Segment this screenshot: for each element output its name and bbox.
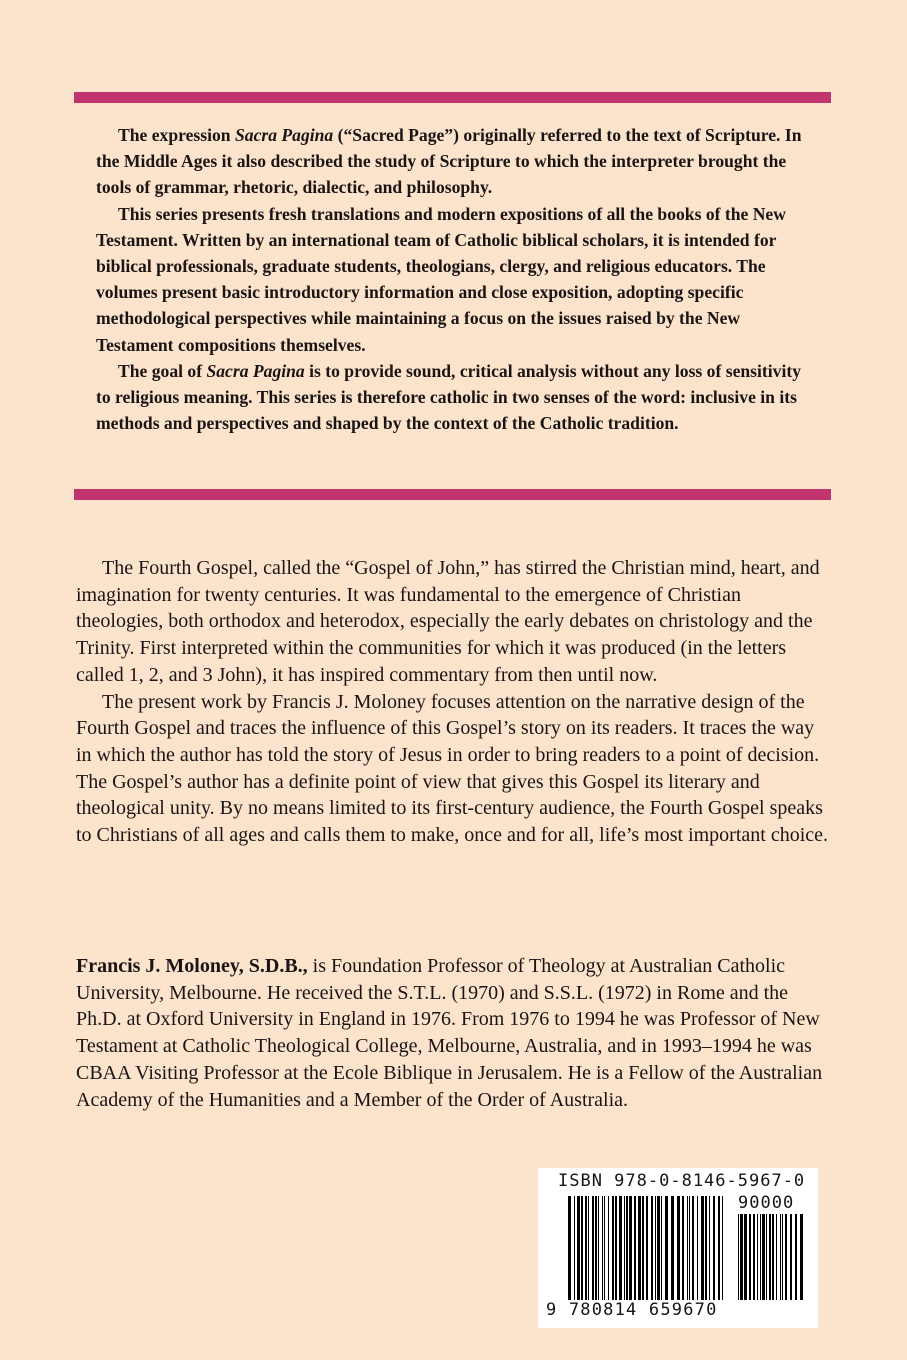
barcode-bar <box>689 1196 690 1300</box>
barcode-addon-bars <box>738 1214 804 1300</box>
barcode-bar <box>646 1196 648 1300</box>
barcode-bar <box>785 1214 787 1300</box>
barcode-bar <box>619 1196 622 1300</box>
barcode-bar <box>795 1214 797 1300</box>
barcode-bar <box>598 1196 599 1300</box>
barcode-bar <box>776 1214 777 1300</box>
barcode-bar <box>651 1196 653 1300</box>
barcode-bar <box>655 1196 656 1300</box>
barcode-bar <box>718 1196 720 1300</box>
author-bio <box>76 953 833 1113</box>
barcode-bar <box>705 1196 707 1300</box>
barcode-bar <box>661 1196 662 1300</box>
barcode-bar <box>800 1214 803 1300</box>
barcode-bar <box>677 1196 680 1300</box>
series-title-italic: Sacra Pagina <box>234 125 334 145</box>
barcode-bar <box>592 1196 594 1300</box>
barcode-bar <box>581 1196 583 1300</box>
barcode-digits: 9 780814 659670 <box>546 1300 718 1320</box>
barcode-bar <box>642 1196 644 1300</box>
barcode-bar <box>657 1196 660 1300</box>
author-bio-paragraph <box>76 953 833 1113</box>
text-run: The goal of <box>118 360 207 381</box>
series-paragraph-2 <box>96 201 816 358</box>
barcode-bar <box>740 1214 743 1300</box>
barcode-bar <box>744 1214 747 1300</box>
barcode-bar <box>738 1214 739 1300</box>
barcode-bar <box>772 1214 774 1300</box>
barcode-bar <box>713 1196 715 1300</box>
series-title-italic: Sacra Pagina <box>206 360 305 381</box>
barcode-bar <box>709 1196 710 1300</box>
barcode-bar <box>585 1196 587 1300</box>
text-run: is to provide sound, critical analysis without any loss of sensitivity to religious meaning. This series is therefore catholic in two senses of the word: inclusive in its methods and perspectives and shaped by the context of the Catholic tradition. <box>96 360 801 434</box>
barcode-bar <box>574 1196 575 1300</box>
barcode-bar <box>780 1214 781 1300</box>
barcode-bar <box>665 1196 668 1300</box>
isbn-label: ISBN 978-0-8146-5967-0 <box>558 1171 806 1191</box>
barcode-bar <box>753 1214 755 1300</box>
barcode-bar <box>634 1196 636 1300</box>
barcode-bar <box>602 1196 603 1300</box>
series-paragraph-3 <box>96 358 816 437</box>
barcode-bar <box>608 1196 609 1300</box>
isbn-barcode <box>538 1168 818 1328</box>
blurb-paragraph-2: The present work by Francis J. Moloney focuses attention on the narrative design of the Fourth Gospel and traces the influence of this Gospel’s story on its readers. It traces the way in which the author has told the story of Jesus in order to bring readers to a point of decision. The Gospel’s author has a definite point of view that gives this Gospel its literary and theological unity. By no means limited to its first-century audience, the Fourth Gospel speaks to Christians of all ages and calls them to make, once and for all, life’s most important choice. <box>76 690 829 847</box>
barcode-bar <box>769 1214 771 1300</box>
author-name: Francis J. Moloney, S.D.B., <box>76 955 308 977</box>
series-description <box>96 122 816 436</box>
barcode-bar <box>749 1214 751 1300</box>
top-decorative-rule <box>74 92 831 103</box>
barcode-bar <box>701 1196 704 1300</box>
barcode-bar <box>722 1196 723 1300</box>
barcode-bar <box>687 1196 688 1300</box>
barcode-bar <box>638 1196 641 1300</box>
barcode-bar <box>782 1214 783 1300</box>
barcode-bar <box>760 1214 761 1300</box>
book-blurb <box>76 555 833 849</box>
barcode-bar <box>612 1196 614 1300</box>
barcode-bar <box>595 1196 597 1300</box>
barcode-bar <box>762 1214 765 1300</box>
barcode-bar <box>682 1196 684 1300</box>
barcode-bar <box>757 1214 758 1300</box>
barcode-bar <box>568 1196 571 1300</box>
barcode-bar <box>790 1214 792 1300</box>
text-run: (“Sacred Page”) originally referred to the text of Scripture. In the Middle Ages it also described the study of Scripture to which the interpreter brought the tools of grammar, rhetoric, dialectic, and philosophy. <box>96 125 802 198</box>
blurb-paragraph-1: The Fourth Gospel, called the “Gospel of John,” has stirred the Christian mind, heart, and imagination for twenty centuries. It was fundamental to the emergence of Christian theologies, both orthodox and heterodox, especially the early debates on christology and the Trinity. First interpreted within the communities for which it was produced (in the letters called 1, 2, and 3 John), it has inspired commentary from then until now. <box>76 557 820 686</box>
text-run: This series presents fresh translations and modern expositions of all the books of the New Testament. Written by an international team of Catholic biblical scholars, it is intended for biblical professionals, graduate students, theologians, clergy, and religious educators. The volumes present basic introductory information and close exposition, adopting specific methodological perspectives while maintaining a focus on the issues raised by the New Testament compositions themselves. <box>96 203 786 355</box>
barcode-bar <box>766 1214 767 1300</box>
series-paragraph-1 <box>96 122 816 201</box>
price-code: 90000 <box>738 1193 795 1213</box>
barcode-main-bars <box>568 1196 728 1300</box>
barcode-bar <box>697 1196 698 1300</box>
barcode-bar <box>588 1196 589 1300</box>
text-run: The expression <box>118 125 235 145</box>
barcode-bar <box>626 1196 628 1300</box>
barcode-bar <box>604 1196 605 1300</box>
barcode-bar <box>629 1196 632 1300</box>
bottom-decorative-rule <box>74 489 831 500</box>
barcode-bar <box>577 1196 580 1300</box>
author-bio-text: is Foundation Professor of Theology at Australian Catholic University, Melbourne. He received the S.T.L. (1970) and S.S.L. (1972) in Rome and the Ph.D. at Oxford University in England in 1976. From 1976 to 1994 he was Professor of New Testament at Catholic Theological College, Melbourne, Australia, and in 1993–1994 he was CBAA Visiting Professor at the Ecole Biblique in Jerusalem. He is a Fellow of the Australian Academy of the Humanities and a Member of the Order of Australia. <box>76 955 823 1111</box>
barcode-bar <box>671 1196 674 1300</box>
barcode-bar <box>624 1196 625 1300</box>
barcode-bar <box>615 1196 617 1300</box>
barcode-bar <box>692 1196 694 1300</box>
